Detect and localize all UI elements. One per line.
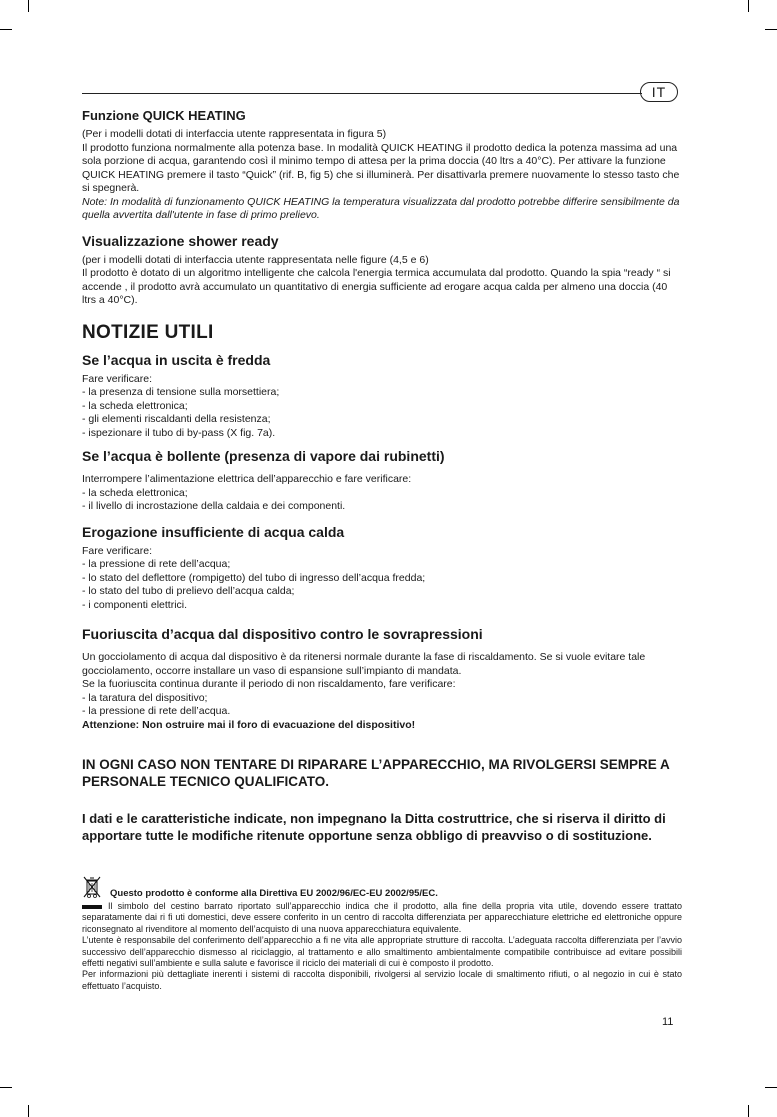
overpressure-leak-section — [82, 626, 680, 732]
quick-heating-note: Note: In modalità di funzionamento QUICK HEATING la temperatura visualizzata dal prodotto potrebbe differire sensibilmente da quella avvertita dall'utente in fase di primo prelievo. — [82, 195, 680, 221]
paragraph: (Per i modelli dotati di interfaccia utente rappresentata in figura 5) — [82, 128, 387, 140]
language-badge: IT — [640, 82, 678, 102]
list-item: - lo stato del tubo di prelievo dell’acqua calda; — [82, 585, 295, 597]
list-item: - la scheda elettronica; — [82, 399, 188, 412]
list-item: Fare verificare: — [82, 544, 153, 557]
weee-text — [82, 901, 682, 935]
shower-ready-section — [82, 233, 680, 308]
page-content — [82, 108, 680, 844]
weee-text-1: Il simbolo del cestino barrato riportato sull’apparecchio indica che il prodotto, alla fine della propria vita utile, dovendo essere trattato separatamente dai ri fi uti domestici, deve essere conferito in un centro di raccolta differenziata per apparecchiature elettriche ed elettroniche oppure riconsegnato al rivenditore al momento dell’acquisto di una nuova apparecchiatura equivalente. — [82, 901, 682, 934]
insufficient-hot-water-title: Erogazione insufficiente di acqua calda — [82, 523, 345, 540]
crop-mark — [765, 29, 777, 30]
weee-title: Questo prodotto è conforme alla Direttiva EU 2002/96/EC-EU 2002/95/EC. — [110, 888, 438, 899]
insufficient-hot-water-section — [82, 524, 680, 613]
list-item: - lo stato del deflettore (rompigetto) del tubo di ingresso dell’acqua fredda; — [82, 571, 426, 584]
list-item: - la pressione di rete dell’acqua; — [82, 558, 231, 570]
paragraph: (per i modelli dotati di interfaccia utente rappresentata nelle figure (4,5 e 6) — [82, 253, 429, 266]
weee-notice — [82, 875, 682, 992]
crop-mark — [748, 1105, 749, 1117]
crop-mark — [0, 1087, 12, 1088]
cold-water-section — [82, 352, 680, 441]
list-item: Fare verificare: — [82, 372, 153, 385]
shower-ready-title: Visualizzazione shower ready — [82, 232, 279, 249]
weee-header — [82, 875, 682, 901]
paragraph: Un gocciolamento di acqua dal dispositivo è da ritenersi normale durante la fase di riscaldamento. Se si vuole evitare tale gocciolamento, occorre installare un vaso di espansione sull’impianto di mandata. — [82, 651, 646, 677]
list-item: - la taratura del dispositivo; — [82, 691, 208, 704]
header-rule — [82, 93, 642, 94]
boiling-water-section — [82, 448, 680, 514]
weee-bar-icon — [82, 905, 102, 909]
attention-note: Attenzione: Non ostruire mai il foro di evacuazione del dispositivo! — [82, 718, 416, 731]
page-number: 11 — [662, 1016, 674, 1028]
boiling-water-title: Se l’acqua è bollente (presenza di vapore dai rubinetti) — [82, 448, 445, 464]
paragraph: Se la fuoriuscita continua durante il periodo di non riscaldamento, fare verificare: — [82, 678, 456, 690]
notizie-utili-title: NOTIZIE UTILI — [82, 321, 214, 343]
list-item: - il livello di incrostazione della caldaia e dei componenti. — [82, 500, 346, 512]
crop-mark — [28, 0, 29, 12]
quick-heating-section — [82, 108, 680, 223]
manufacturer-disclaimer: I dati e le caratteristiche indicate, non impegnano la Ditta costruttrice, che si riserva il diritto di apportare tutte le modifiche ritenute opportune senza obbligo di preavviso o di sostituzione. — [82, 811, 666, 843]
paragraph: Il prodotto funziona normalmente alla potenza base. In modalità QUICK HEATING il prodotto dedica la potenza massima ad una sola porzione di acqua, garantendo così il minimo tempo di attesa per la prima doccia (40 ltrs a 40°C). Per attivare la funzione QUICK HEATING premere il tasto “Quick” (rif. B, fig 5) che si illuminerà. Per disattivarla premere nuovamente lo stesso tasto che si spegnerà. — [82, 141, 680, 194]
paragraph: Il prodotto è dotato di un algoritmo intelligente che calcola l'energia termica accumulata dal prodotto. Quando la spia “ready “ si accende , il prodotto avrà accumulato un quantitativo di energia sufficiente ad erogare acqua calda per almeno una doccia (40 ltrs a 40°C). — [82, 267, 671, 306]
weee-text-2: L’utente è responsabile del conferimento dell’apparecchio a fi ne vita alle appropriate strutture di raccolta. L’adeguata raccolta differenziata per l’avvio successivo dell’apparecchio dismesso al riciclaggio, al trattamento e allo smaltimento ambientalmente compatibile contribuisce ad evitare possibili effetti negativi sull’ambiente e sulla salute e favorisce il riciclo dei materiali di cui è composto il prodotto. — [82, 935, 682, 969]
quick-heating-title: Funzione QUICK HEATING — [82, 108, 246, 123]
crop-mark — [28, 1105, 29, 1117]
crop-mark — [765, 1087, 777, 1088]
list-item: - la pressione di rete dell’acqua. — [82, 705, 231, 717]
crossed-bin-icon — [82, 875, 102, 901]
crop-mark — [748, 0, 749, 12]
list-item: - la scheda elettronica; — [82, 486, 188, 499]
overpressure-leak-title: Fuoriuscita d’acqua dal dispositivo contro le sovrapressioni — [82, 626, 483, 642]
repair-warning: IN OGNI CASO NON TENTARE DI RIPARARE L’APPARECCHIO, MA RIVOLGERSI SEMPRE A PERSONALE TECNICO QUALIFICATO. — [82, 757, 670, 789]
weee-text-3: Per informazioni più dettagliate inerenti i sistemi di raccolta disponibili, rivolgersi al servizio locale di smaltimento rifiuti, o al negozio in cui è stato effettuato l’acquisto. — [82, 969, 682, 991]
list-item: - gli elementi riscaldanti della resistenza; — [82, 413, 271, 425]
list-item: - ispezionare il tubo di by-pass (X fig. 7a). — [82, 426, 276, 439]
list-item: Interrompere l’alimentazione elettrica dell’apparecchio e fare verificare: — [82, 473, 412, 485]
crop-mark — [0, 29, 12, 30]
list-item: - la presenza di tensione sulla morsettiera; — [82, 386, 280, 398]
cold-water-title: Se l’acqua in uscita è fredda — [82, 351, 271, 368]
list-item: - i componenti elettrici. — [82, 598, 188, 611]
